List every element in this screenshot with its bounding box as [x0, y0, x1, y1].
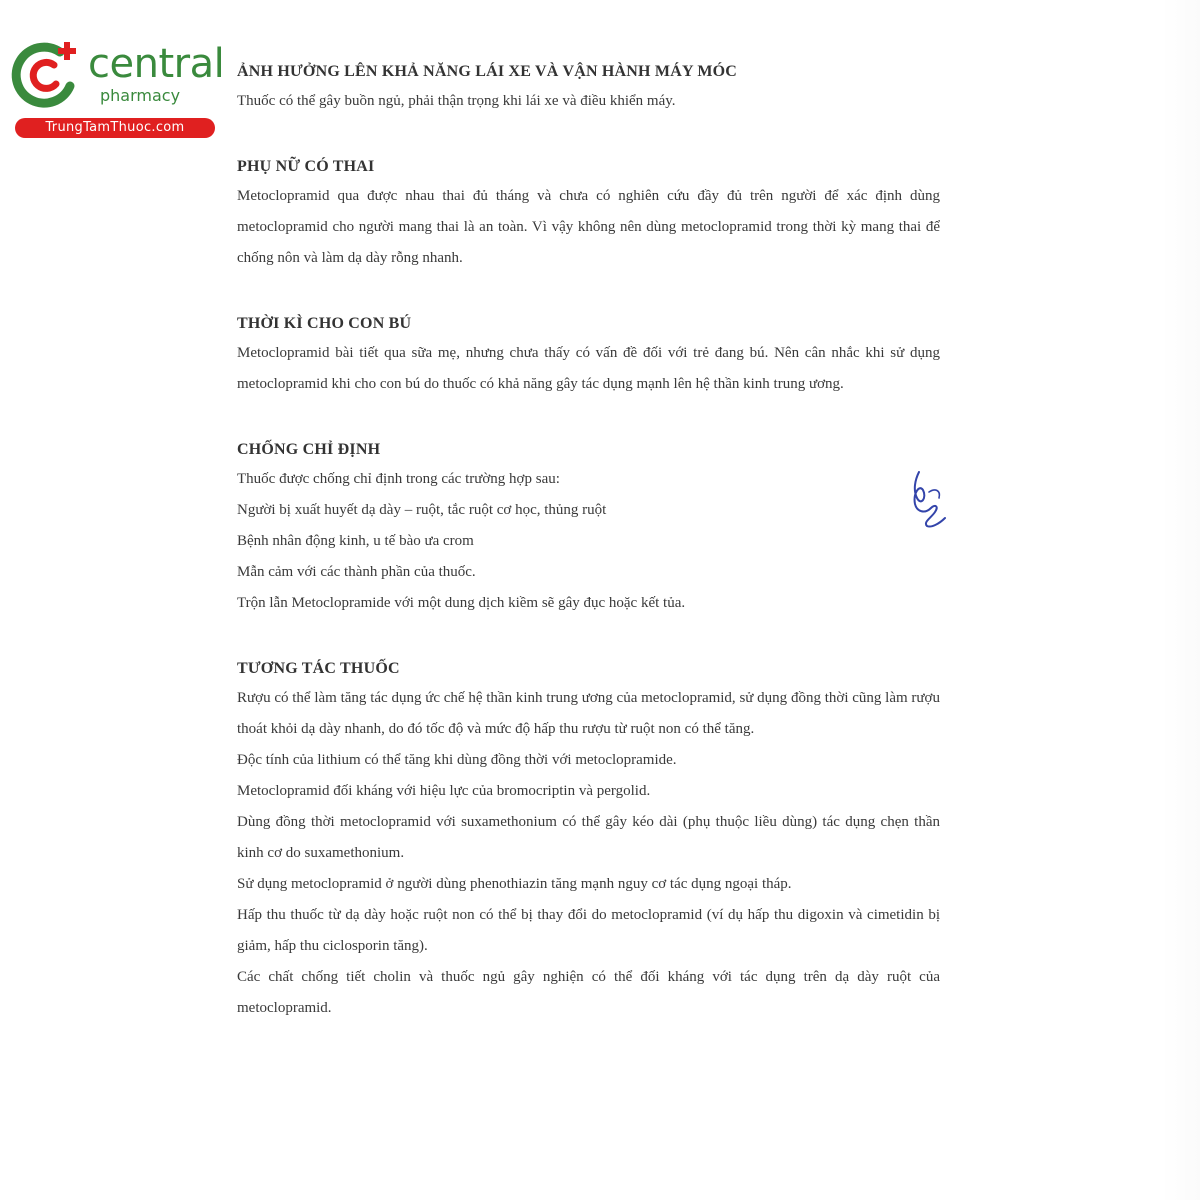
section-driving [237, 58, 940, 117]
section-breastfeeding [237, 310, 940, 400]
list-item: Mẫn cảm với các thành phần của thuốc. [237, 564, 476, 580]
section-paragraph: Dùng đồng thời metoclopramid với suxamethonium có thể gây kéo dài (phụ thuộc liều dùng) tác dụng chẹn thần kinh cơ do suxamethonium. [237, 814, 940, 861]
scan-edge-shadow [1160, 0, 1200, 1200]
list-item: Trộn lẫn Metoclopramide với một dung dịch kiềm sẽ gây đục hoặc kết tủa. [237, 595, 686, 611]
section-paragraph: Hấp thu thuốc từ dạ dày hoặc ruột non có thể bị thay đổi do metoclopramid (ví dụ hấp thu digoxin và cimetidin bị giảm, hấp thu ciclosporin tăng). [237, 907, 940, 954]
section-paragraph: Metoclopramid bài tiết qua sữa mẹ, nhưng chưa thấy có vấn đề đối với trẻ đang bú. Nên cân nhắc khi sử dụng metoclopramid khi cho con bú do thuốc có khả năng gây tác dụng mạnh lên hệ thần kinh trung ương. [237, 345, 940, 392]
list-item: Thuốc được chống chỉ định trong các trường hợp sau: [237, 471, 560, 487]
document-page [237, 58, 940, 1024]
logo-brand-text: central [88, 41, 225, 87]
logo-url-badge: TrungTamThuoc.com [15, 118, 215, 138]
section-heading: PHỤ NỮ CÓ THAI [237, 158, 375, 175]
central-pharmacy-logo [10, 38, 225, 138]
logo-sub-text: pharmacy [100, 86, 181, 105]
section-pregnancy [237, 153, 940, 274]
section-paragraph: Sử dụng metoclopramid ở người dùng phenothiazin tăng mạnh nguy cơ tác dụng ngoại tháp. [237, 876, 792, 892]
section-paragraph: Thuốc có thể gây buồn ngủ, phải thận trọng khi lái xe và điều khiển máy. [237, 93, 676, 109]
section-heading: TƯƠNG TÁC THUỐC [237, 660, 400, 677]
section-contraindications [237, 436, 940, 619]
list-item: Người bị xuất huyết dạ dày – ruột, tắc ruột cơ học, thủng ruột [237, 502, 607, 518]
section-heading: THỜI KÌ CHO CON BÚ [237, 315, 412, 332]
signature-mark [905, 468, 953, 530]
section-paragraph: Metoclopramid đối kháng với hiệu lực của bromocriptin và pergolid. [237, 783, 651, 799]
list-item: Bệnh nhân động kinh, u tế bào ưa crom [237, 533, 474, 549]
section-heading: CHỐNG CHỈ ĐỊNH [237, 441, 381, 458]
section-paragraph: Rượu có thể làm tăng tác dụng ức chế hệ thần kinh trung ương của metoclopramid, sử dụng đồng thời cũng làm rượu thoát khỏi dạ dày nhanh, do đó tốc độ và mức độ hấp thu rượu từ ruột non có thể tăng. [237, 690, 940, 737]
section-paragraph: Metoclopramid qua được nhau thai đủ tháng và chưa có nghiên cứu đầy đủ trên người để xác định dùng metoclopramid cho người mang thai là an toàn. Vì vậy không nên dùng metoclopramid trong thời kỳ mang thai để chống nôn và làm dạ dày rỗng nhanh. [237, 188, 940, 266]
section-paragraph: Độc tính của lithium có thể tăng khi dùng đồng thời với metoclopramide. [237, 752, 677, 768]
section-drug-interactions [237, 655, 940, 1024]
section-paragraph: Các chất chống tiết cholin và thuốc ngủ gây nghiện có thể đối kháng với tác dụng trên dạ dày ruột của metoclopramid. [237, 969, 940, 1016]
section-heading: ẢNH HƯỞNG LÊN KHẢ NĂNG LÁI XE VÀ VẬN HÀNH MÁY MÓC [237, 63, 738, 80]
central-pharmacy-logo-icon [10, 38, 82, 110]
